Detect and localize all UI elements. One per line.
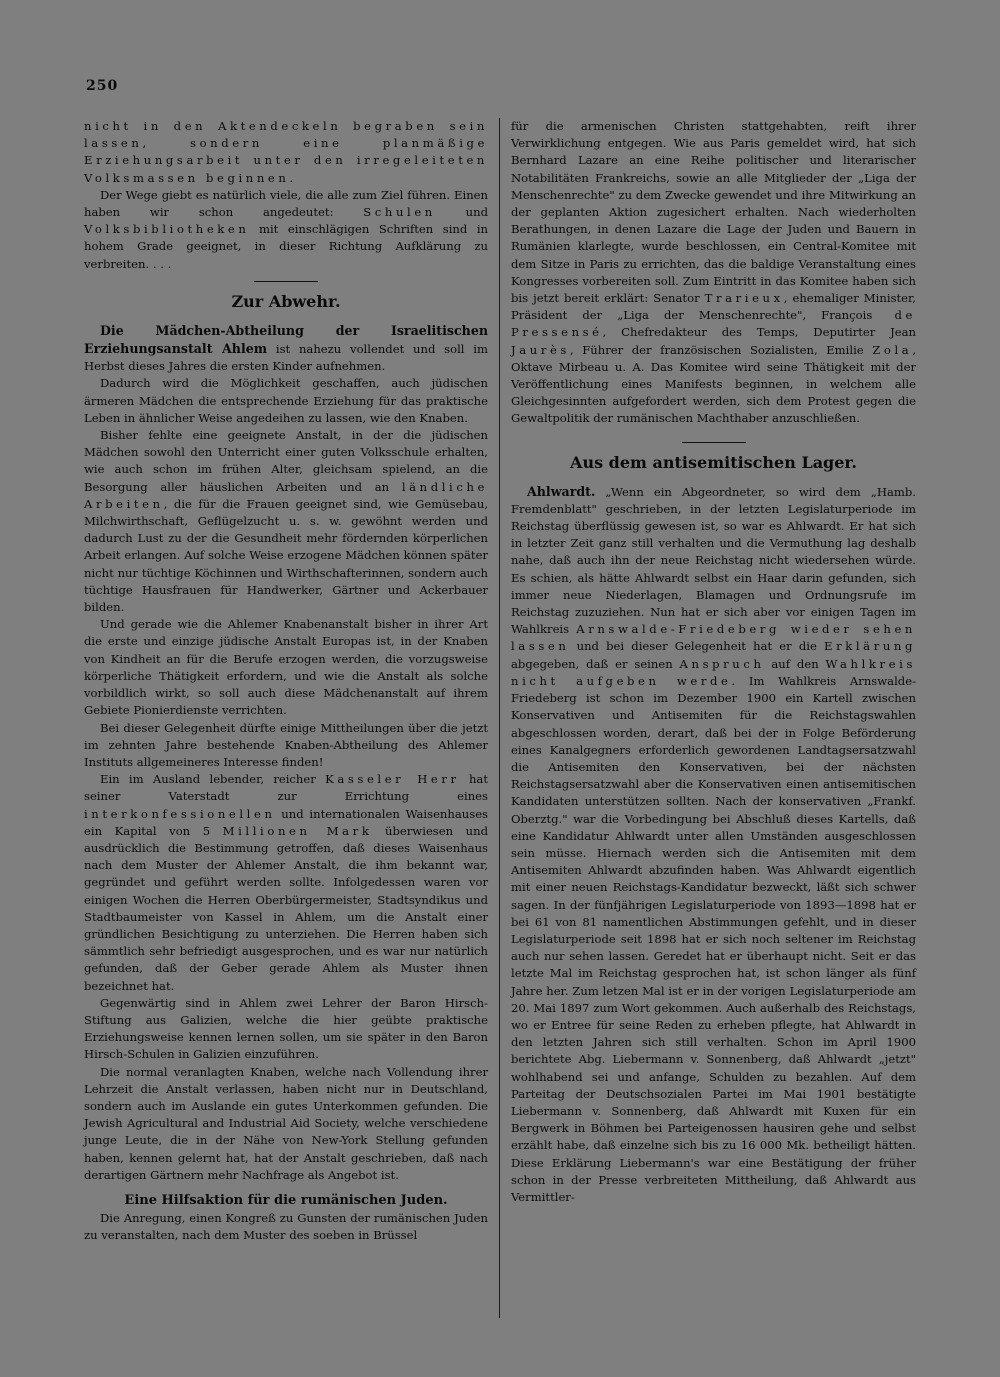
ahlem-paragraph-4: Und gerade wie die Ahlemer Knabenanstalt bisher in ihrer Art die erste und einzige jüdische Anstalt Europas ist, in der Knaben von Kindheit an für die Berufe erzogen werden, die vorzugsweise körperliche Thätigkeit erfordern, und wie die Anstalt als solche vorbildlich wirkt, so soll auch diese Mädchenanstalt auf ihrem Gebiete Pionierdienste verrichten. <box>84 617 488 718</box>
ahlem-paragraph-6 <box>84 771 488 995</box>
hilfs-cont-spaced-jaures: Jaurès <box>511 342 570 357</box>
ahlem-p3-text-a: Bisher fehlte eine geeignete Anstalt, in der die jüdischen Mädchen sowohl den Unterricht einer guten Volksschule erhalten, wie auch schon im frühen Alter, gleichsam spielend, an die Besorgung aller häuslichen Arbeiten und an <box>84 428 488 494</box>
ahlem-paragraph-5: Bei dieser Gelegenheit dürfte einige Mittheilungen über die jetzt im zehnten Jahre bestehende Knaben-Abtheilung des Ahlemer Instituts allgemeineres Interesse finden! <box>84 720 488 769</box>
ahlwardt-spaced-2: Erklärung <box>824 639 916 654</box>
section-rule <box>254 281 318 282</box>
intro-text-b: mit einschlägigen Schriften sind in hohem Grade geeignet, in dieser Richtung Aufklärung zu verbreiten. . . . <box>84 222 488 271</box>
hilfs-cont-text-c: , Chefredakteur des Temps, Deputirter Jean <box>602 325 916 340</box>
intro-spaced-text: nicht in den Aktendeckeln begraben sein lassen, sondern eine planmäßige Erziehungsarbeit unter den irregeleiteten Volksmassen beginnen. <box>84 119 488 185</box>
ahlem-p1-text: ist nahezu vollendet und soll im Herbst dieses Jahres die ersten Kinder aufnehmen. <box>84 342 488 374</box>
intro-text-a: Der Wege giebt es natürlich viele, die alle zum Ziel führen. Einen haben wir schon angedeutet: <box>84 187 488 220</box>
ahlem-p6-text-b: hat seiner Vaterstadt zur Errichtung eines <box>84 772 488 804</box>
ahlem-paragraph-1 <box>84 322 488 376</box>
intro-paragraph-1 <box>84 118 488 187</box>
right-column <box>511 118 916 1206</box>
hilfs-cont-spaced-trarieux: Trarieux <box>704 291 784 306</box>
intro-spaced-schulen: Schulen <box>363 205 436 220</box>
page-number: 250 <box>86 78 119 94</box>
ahlwardt-spaced-3: Anspruch <box>679 656 765 671</box>
hilfs-cont-text-d: , Führer der französischen Sozialisten, Emilie <box>569 342 873 357</box>
hilfs-cont-text-a: für die armenischen Christen stattgehabten, reift ihrer Verwirklichung entgegen. Wie aus Paris gemeldet wird, hat sich Bernhard Lazare an eine Reihe politischer und literarischer Notabilitäten Frankreichs, sowie an alle Mitglieder der „Liga der Menschenrechte" zu dem Zwecke gewendet und ihre Mitwirkung an der geplanten Aktion zugesichert erhalten. Nach wiederholten Berathungen, in denen Lazare die Lage der Juden und Bauern in Rumänien klarlegte, wurde beschlossen, ein Central-Komitee mit dem Sitze in Paris zu errichten, das die baldige Veranstaltung eines Kongresses vorbereiten soll. Zum Eintritt in das Komitee haben sich bis jetzt bereit erklärt: Senator <box>511 119 916 306</box>
intro-text-and: und <box>435 205 488 220</box>
ahlem-paragraph-2: Dadurch wird die Möglichkeit geschaffen, auch jüdischen ärmeren Mädchen die entsprechende Erziehung für das praktische Leben in ähnlicher Weise angedeihen zu lassen, wie den Knaben. <box>84 376 488 425</box>
hilfs-cont-text-e: , Oktave Mirbeau u. A. Das Komitee wird seine Thätigkeit mit der Veröffentlichung eines Manifests beginnen, in welchem alle Gleichgesinnten aufgefordert werden, sich dem Protest gegen die Gewaltpolitik der rumänischen Machthaber anzuschließen. <box>511 342 916 426</box>
ahlwardt-text-d: auf den <box>764 656 826 671</box>
ahlem-p6-text-a: Ein im Ausland lebender, reicher <box>100 772 326 787</box>
section-rule-right <box>682 442 746 443</box>
ahlwardt-text-b: und bei dieser Gelegenheit hat er die <box>569 639 825 654</box>
hilfsaktion-heading: Eine Hilfsaktion für die rumänischen Juden. <box>124 1192 448 1208</box>
ahlem-p6-text-d: überwiesen und ausdrücklich die Bestimmung getroffen, daß dieses Waisenhaus nach dem Muster der Ahlemer Anstalt, die ihm bekannt war, gegründet und geführt werden sollte. Infolgedessen waren vor einigen Wochen die Herren Oberbürgermeister, Stadtsyndikus und Stadtbaumeister von Kassel in Ahlem, um die Anstalt einer gründlichen Besichtigung zu unterziehen. Die Herren haben sich sämmtlich sehr befriedigt ausgesprochen, und es war nur natürlich gefunden, daß der Geber gerade Ahlem als Muster ihnen bezeichnet hat. <box>84 823 488 993</box>
ahlwardt-lead: Ahlwardt. <box>527 483 596 499</box>
hilfsaktion-continuation <box>511 118 916 428</box>
intro-spaced-volksbibliotheken: Volksbibliotheken <box>84 222 250 237</box>
hilfs-cont-spaced-zola: Zola <box>872 342 913 357</box>
hilfs-cont-spaced-pressense: s de Pressensé <box>511 308 916 340</box>
ahlem-paragraph-8: Die normal veranlagten Knaben, welche nach Vollendung ihrer Lehrzeit die Anstalt verlassen, haben nicht nur in Deutschland, sondern auch im Auslande ein gutes Unterkommen gefunden. Die Jewish Agricultural and Industrial Aid Society, welche verschiedene junge Leute, die in der Nähe von New-York Stellung gefunden haben, kennen gelernt hat, hat der Anstalt geschrieben, daß nach derartigen Gärtnern mehr Nachfrage als Angebot ist. <box>84 1064 488 1182</box>
ahlwardt-text-c: abgegeben, daß er seinen <box>511 656 680 671</box>
ahlem-p6-spaced-2: interkonfessionellen <box>84 806 276 821</box>
ahlwardt-spaced-4: Wahlkreis nicht aufgeben werde <box>511 656 916 688</box>
ahlem-p3-text-b: , die für die Frauen geeignet sind, wie Gemüsebau, Milchwirthschaft, Geflügelzucht u. s. w. gewöhnt werden und dadurch Lust zu der die Gesundheit mehr fördernden körperlichen Arbeit erlangen. Auf solche Weise erzogene Mädchen können später nicht nur tüchtige Köchinnen und Wirthschafterinnen, sondern auch tüchtige Hausfrauen für Handwerker, Gärtner und Ackerbauer bilden. <box>84 496 488 615</box>
hilfs-cont-text-b: , ehemaliger Minister, Präsident der „Liga der Menschenrechte", Françoi <box>511 291 916 323</box>
ahlwardt-text-a: „Wenn ein Abgeordneter, so wird dem „Hamb. Fremdenblatt" geschrieben, in der letzten Legislaturperiode im Reichstag überflüssig gewesen ist, so war es Ahlwardt. Er hat sich in letzter Zeit ganz still verhalten und die Vermuthung lag deshalb nahe, daß auch ihn der neue Reichstag nicht wiedersehen würde. Es schien, als hätte Ahlwardt selbst ein Haar darin gefunden, sich immer neue Niederlagen, Blamagen und Ordnungsrufe im Reichstag zuzuziehen. Nun hat er sich aber vor einigen Tagen im Wahlkreis <box>511 484 916 637</box>
ahlem-p6-spaced-3: Millionen Mark <box>222 823 373 838</box>
column-divider <box>499 118 500 1318</box>
left-column <box>84 118 488 1244</box>
ahlem-paragraph-7: Gegenwärtig sind in Ahlem zwei Lehrer der Baron Hirsch-Stiftung aus Galizien, welche die hier geübte praktische Erziehungsweise kennen lernen sollen, um sie später in den Baron Hirsch-Schulen in Galizien einzuführen. <box>84 995 488 1062</box>
ahlem-lead: Die Mädchen-Abtheilung der Israelitischen Erziehungsanstalt Ahlem <box>84 322 488 357</box>
ahlem-p6-text-c: und internationalen Waisenhauses ein Kapital von 5 <box>84 806 488 838</box>
section-heading-lager: Aus dem antisemitischen Lager. <box>570 452 857 472</box>
ahlwardt-paragraph <box>511 483 916 1207</box>
ahlem-p3-spaced: ländliche Arbeiten <box>84 479 488 511</box>
section-heading-abwehr: Zur Abwehr. <box>231 291 341 311</box>
ahlem-p6-spaced-1: Kasseler Herr <box>325 772 460 787</box>
intro-paragraph-2 <box>84 187 488 273</box>
ahlwardt-spaced-1: Arnswalde-Friedeberg wieder sehen lassen <box>511 622 916 654</box>
ahlwardt-text-e: . Im Wahlkreis Arnswalde-Friedeberg ist schon im Dezember 1900 ein Kartell zwischen Konservativen und Antisemiten für die Reichstagswahlen abgeschlossen worden, derart, daß bei der in Folge Beförderung eines Kanalgegners erforderlich gewordenen Landtagsersatzwahl die Antisemiten den Konservativen, bei der nächsten Reichstagsersatzwahl aber die Konservativen einen antisemitischen Kandidaten unterstützen sollten. Nach der konservativen „Frankf. Oberztg." war die Vorbedingung bei Abschluß dieses Kartells, daß eine Kandidatur Ahlwardt unter allen Umständen ausgeschlossen sein müsse. Hiernach werden sich die Antisemiten mit dem Antisemiten Ahlwardt abzufinden haben. Was Ahlwardt eigentlich mit einer neuen Reichstags-Kandidatur bezweckt, läßt sich schwer sagen. In der fünfjährigen Legislaturperiode von 1893—1898 hat er bei 61 von 81 namentlichen Abstimmungen gefehlt, und in dieser Legislaturperiode seit 1898 hat er sich noch seltener im Reichstag auch nur sehen lassen. Geredet hat er überhaupt nicht. Seit er das letzte Mal im Reichstag gesprochen hat, ist schon länger als fünf Jahre her. Zum letzen Mal ist er in der vorigen Legislaturperiode am 20. Mai 1897 zum Wort gekommen. Auch außerhalb des Reichstags, wo er Entree für seine Reden zu erheben pflegte, hat Ahlwardt in den letzten Jahren sich still verhalten. Schon im April 1900 berichtete Abg. Liebermann v. Sonnenberg, daß Ahlwardt „jetzt" wohlhabend sei und anfange, Schulden zu bezahlen. Auf dem Parteitag der Deutschsozialen Partei im Mai 1901 bestätigte Liebermann v. Sonnenberg, daß Ahlwardt mit Kuxen für ein Bergwerk in Böhmen bei Parteigenossen hausiren gehe und selbst erzählt habe, daß einzelne sich bis zu 16 000 Mk. betheiligt hätten. Diese Erklärung Liebermann's war eine Bestätigung der früher schon in der Presse verbreiteten Mittheilung, daß Ahlwardt aus Vermittler- <box>511 673 916 1204</box>
ahlem-paragraph-3 <box>84 427 488 616</box>
hilfsaktion-paragraph-1: Die Anregung, einen Kongreß zu Gunsten der rumänischen Juden zu veranstalten, nach dem Muster des soeben in Brüssel <box>84 1210 488 1243</box>
